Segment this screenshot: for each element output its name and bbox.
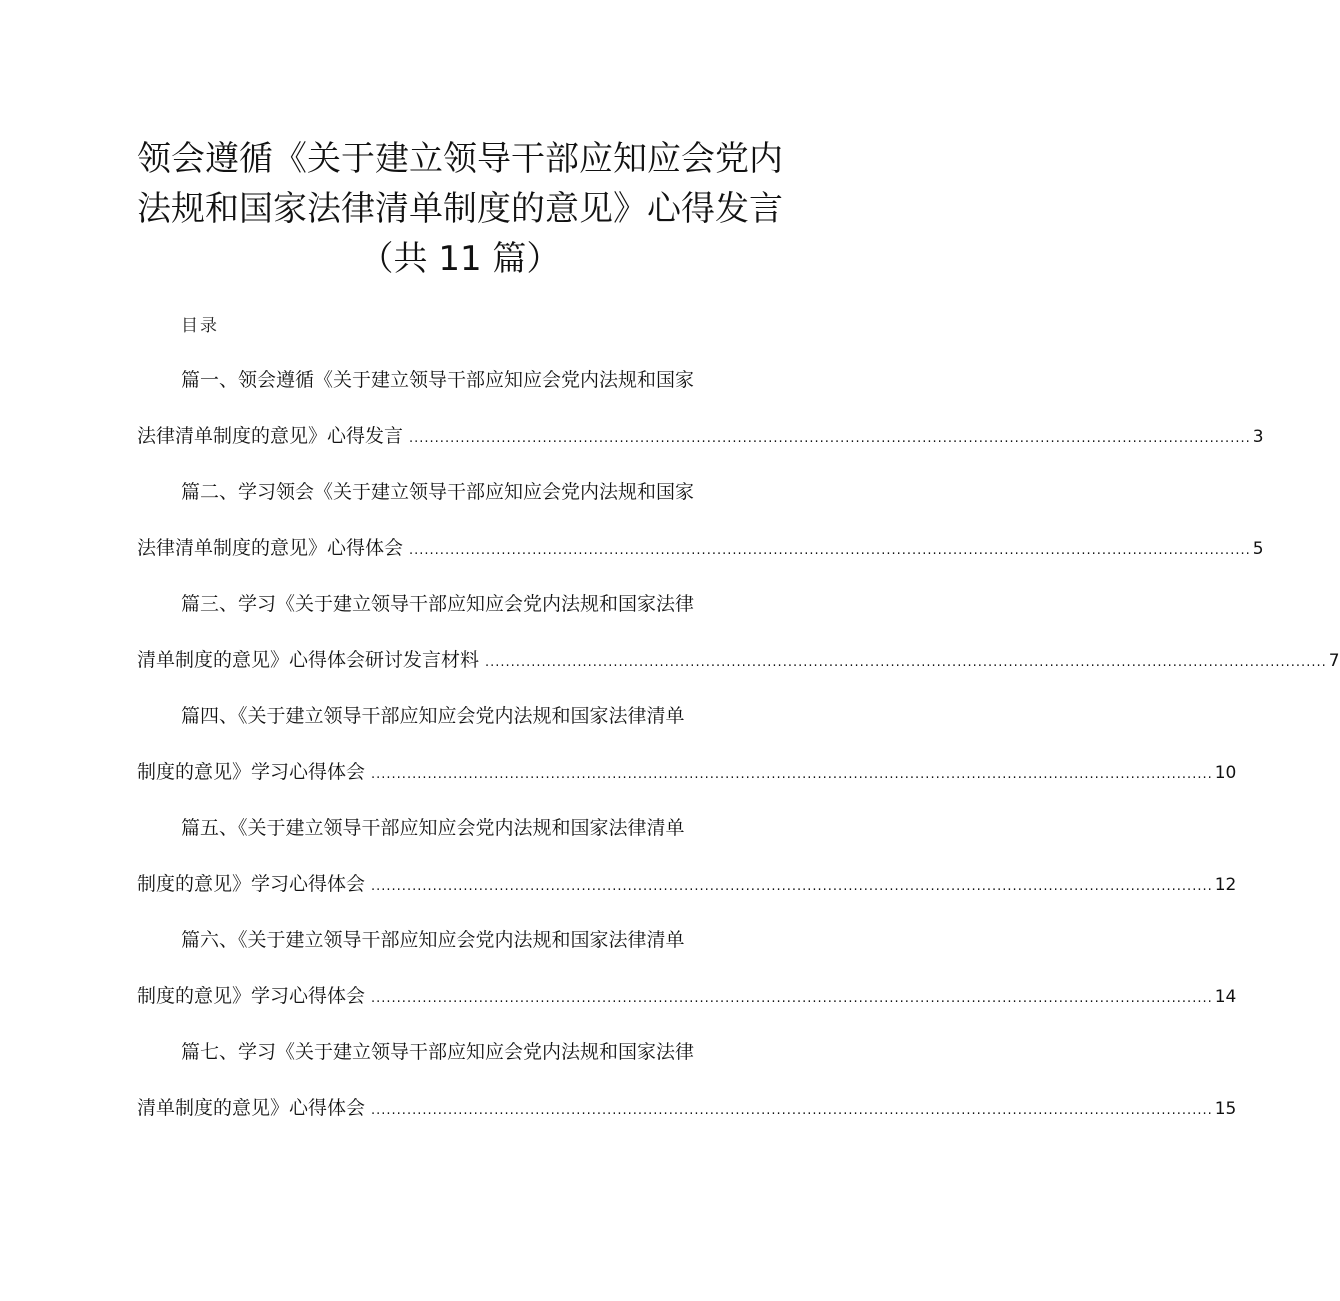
- toc-page-number: 5: [1252, 539, 1264, 559]
- leader-dots: ....................................................................................................................................................................: [371, 767, 1213, 782]
- toc-page-number: 15: [1214, 1099, 1237, 1119]
- toc-entry-line1: 篇七、学习《关于建立领导干部应知应会党内法规和国家法律: [181, 1041, 695, 1063]
- toc-entry-text: 制度的意见》学习心得体会: [137, 873, 366, 895]
- title-line: 法规和国家法律清单制度的意见》心得发言: [137, 189, 783, 229]
- leader-dots: ....................................................................................................................................................................: [371, 1103, 1213, 1118]
- toc-entry-line2: [137, 646, 1340, 677]
- toc-entry-line1: 篇二、学习领会《关于建立领导干部应知应会党内法规和国家: [181, 481, 695, 503]
- leader-dots: ....................................................................................................................................................................: [371, 991, 1213, 1006]
- toc-entry-text: 法律清单制度的意见》心得发言: [137, 425, 404, 447]
- toc-entry-line1: 篇四、《关于建立领导干部应知应会党内法规和国家法律清单: [181, 705, 685, 727]
- toc-entry-text: 法律清单制度的意见》心得体会: [137, 537, 404, 559]
- toc-entry-line2: [137, 422, 1264, 453]
- toc-entry-line2: [137, 870, 1237, 901]
- leader-dots: ....................................................................................................................................................................: [371, 879, 1213, 894]
- toc-page-number: 12: [1214, 875, 1237, 895]
- leader-dots: ....................................................................................................................................................................: [409, 431, 1251, 446]
- toc-entry-line1: 篇六、《关于建立领导干部应知应会党内法规和国家法律清单: [181, 929, 685, 951]
- toc-entry-line2: [137, 534, 1264, 565]
- leader-dots: ....................................................................................................................................................................: [409, 543, 1251, 558]
- title-line: 领会遵循《关于建立领导干部应知应会党内: [137, 139, 783, 179]
- toc-page-number: 10: [1214, 763, 1237, 783]
- toc-entry-line2: [137, 758, 1237, 789]
- leader-dots: ....................................................................................................................................................................: [485, 655, 1327, 670]
- toc-entry-line1: 篇一、领会遵循《关于建立领导干部应知应会党内法规和国家: [181, 369, 695, 391]
- toc-entry-line2: [137, 982, 1237, 1013]
- toc-page-number: 7: [1328, 651, 1340, 671]
- toc-page-number: 3: [1252, 427, 1264, 447]
- toc-entry-line1: 篇五、《关于建立领导干部应知应会党内法规和国家法律清单: [181, 817, 685, 839]
- toc-entry-text: 清单制度的意见》心得体会: [137, 1097, 366, 1119]
- toc-entry-line2: [137, 1094, 1237, 1125]
- toc-entry-line1: 篇三、学习《关于建立领导干部应知应会党内法规和国家法律: [181, 593, 695, 615]
- toc-entry-text: 清单制度的意见》心得体会研讨发言材料: [137, 649, 480, 671]
- toc-entry-text: 制度的意见》学习心得体会: [137, 761, 366, 783]
- toc-page-number: 14: [1214, 987, 1237, 1007]
- toc-heading: 目录: [181, 316, 219, 336]
- title-line: （共 11 篇）: [359, 239, 561, 279]
- toc-entry-text: 制度的意见》学习心得体会: [137, 985, 366, 1007]
- document-title: [0, 134, 920, 284]
